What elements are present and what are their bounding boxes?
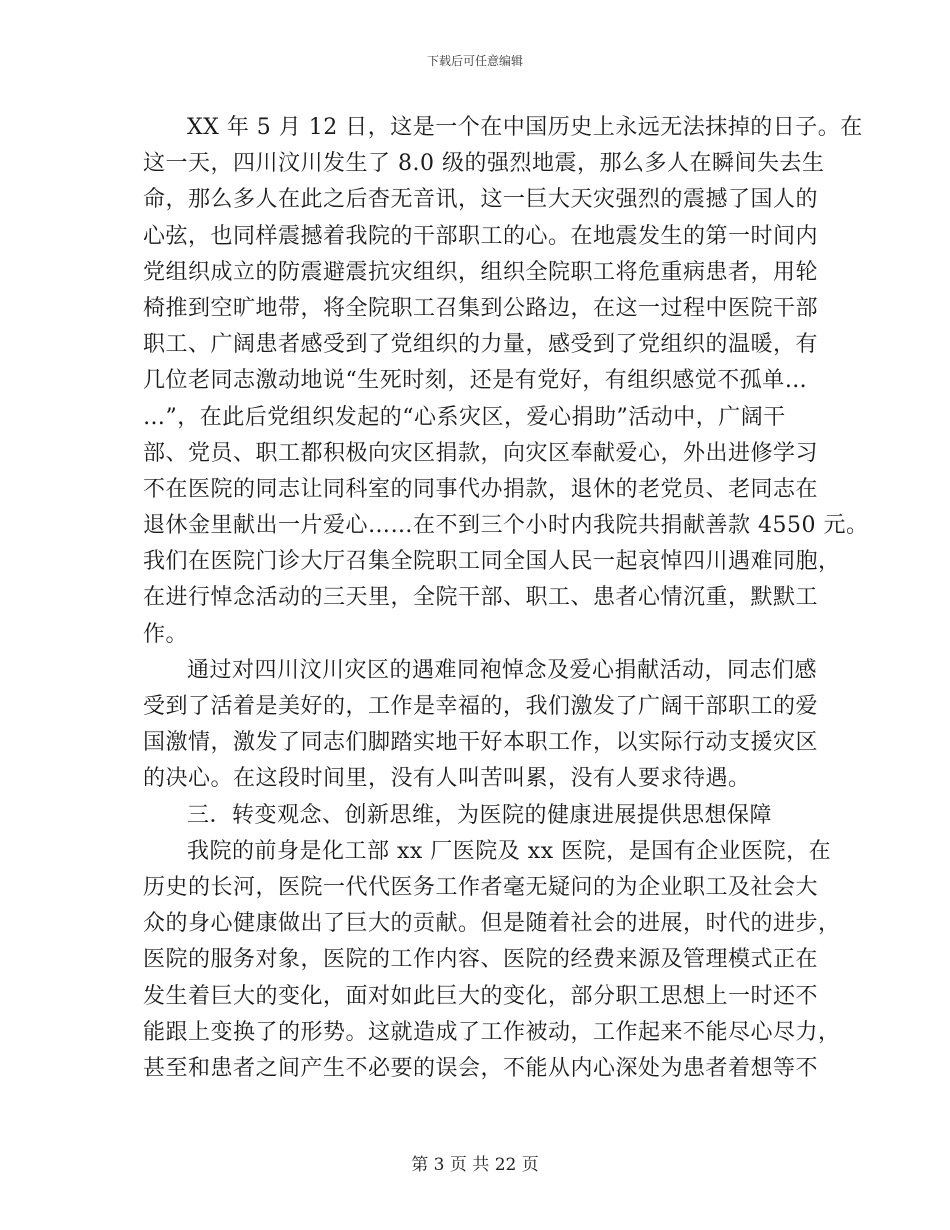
text-line: 通过对四川汶川灾区的遇难同袍悼念及爱心捐献活动，同志们感 [187,657,818,683]
text-line: 我们在医院门诊大厅召集全院职工同全国人民一起哀悼四川遇难同胞， [143,549,841,575]
text-line: 不在医院的同志让同科室的同事代办捐款，退休的老党员、老同志在 [143,476,819,502]
text-line: 职工、广阔患者感受到了党组织的力量，感受到了党组织的温暖，有 [143,332,819,358]
document-body [143,110,869,1087]
text-line: 医院的服务对象，医院的工作内容、医院的经费来源及管理模式正在 [143,947,819,973]
text-line: 椅推到空旷地带，将全院职工召集到公路边，在这一过程中医院干部 [143,295,819,321]
section-heading: 三．转变观念、创新思维，为医院的健康进展提供思想保障 [187,802,773,828]
text-line: 历史的长河，医院一代代医务工作者毫无疑问的为企业职工及社会大 [143,874,819,900]
text-line: 这一天，四川汶川发生了 8.0 级的强烈地震，那么多人在瞬间失去生 [143,151,825,177]
text-line: 能跟上变换了的形势。这就造成了工作被动，工作起来不能尽心尽力， [143,1019,841,1045]
text-line: 作。 [143,621,189,647]
text-line: XX 年 5 月 12 日，这是一个在中国历史上永远无法抹掉的日子。在 [187,115,863,140]
page-header: 下载后可任意编辑 [426,54,523,68]
text-line: 命，那么多人在此之后杳无音讯，这一巨大天灾强烈的震撼了国人的 [143,187,819,213]
text-line: 我院的前身是化工部 xx 厂医院及 xx 医院，是国有企业医院，在 [187,838,832,864]
text-line: …”，在此后党组织发起的“心系灾区，爱心捐助”活动中，广阔干 [143,404,786,430]
text-line: 心弦，也同样震撼着我院的干部职工的心。在地震发生的第一时间内 [143,223,819,249]
text-line: 几位老同志激动地说“生死时刻，还是有党好，有组织感觉不孤单… [143,368,808,394]
text-line: 的决心。在这段时间里，没有人叫苦叫累，没有人要求待遇。 [143,766,751,792]
text-line: 甚至和患者之间产生不必要的误会，不能从内心深处为患者着想等不 [143,1055,819,1081]
text-line: 部、党员、职工都积极向灾区捐款，向灾区奉献爱心，外出进修学习 [143,440,819,466]
text-line: 国激情，激发了同志们脚踏实地干好本职工作，以实际行动支援灾区 [143,730,819,756]
text-line: 退休金里献出一片爱心……在不到三个小时内我院共捐献善款 4550 元。 [143,513,869,539]
text-line: 众的身心健康做出了巨大的贡献。但是随着社会的进展，时代的进步， [143,911,841,937]
text-line: 在进行悼念活动的三天里，全院干部、职工、患者心情沉重，默默工 [143,585,819,611]
text-line: 发生着巨大的变化，面对如此巨大的变化，部分职工思想上一时还不 [143,983,819,1009]
page-number-footer: 第 3 页 共 22 页 [411,1155,539,1175]
text-line: 受到了活着是美好的，工作是幸福的，我们激发了广阔干部职工的爱 [143,694,819,719]
text-line: 党组织成立的防震避震抗灾组织，组织全院职工将危重病患者，用轮 [143,259,819,285]
